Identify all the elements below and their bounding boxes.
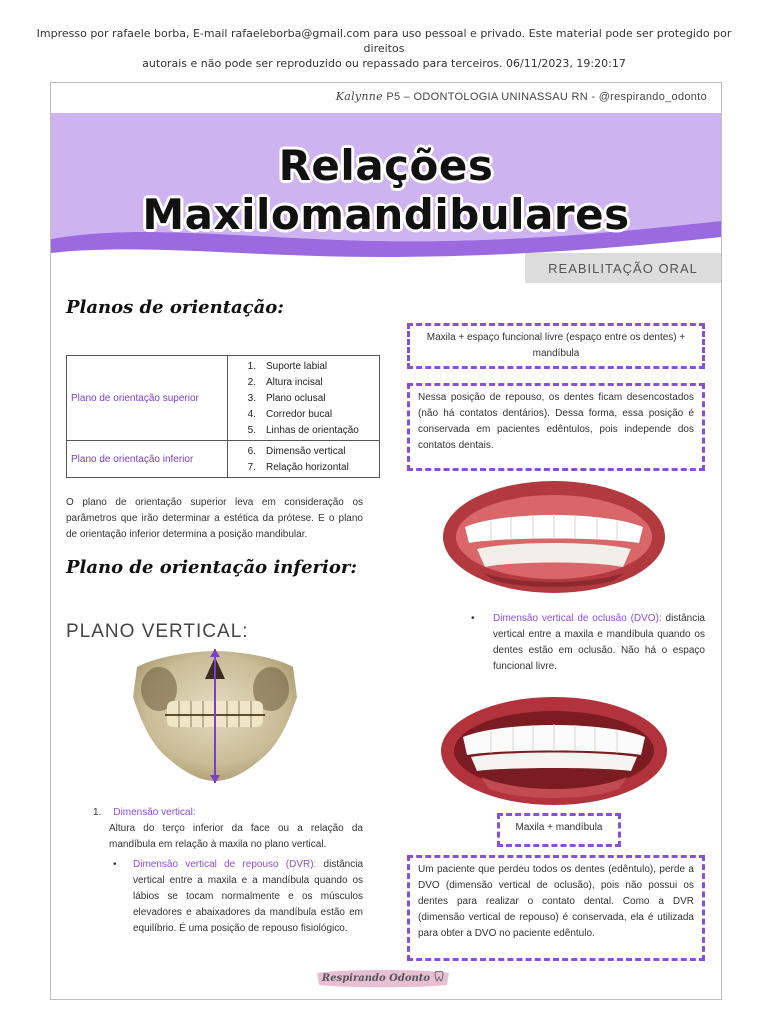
- page-title: Relações Maxilomandibulares: [142, 141, 630, 239]
- dv-definition: Altura do terço inferior da face ou a relação da mandíbula em relação à maxila no plano vertical.: [109, 823, 363, 850]
- bullet-dot: •: [113, 859, 117, 870]
- heading-plano-vertical: PLANO VERTICAL:: [66, 621, 249, 642]
- dvr-item: [113, 857, 363, 937]
- list-item: 7. Relação horizontal: [247, 461, 349, 473]
- list-item: 4. Corredor bucal: [247, 408, 333, 420]
- footer-brand: [313, 967, 453, 989]
- dvo-text: distância vertical entre a maxila e mandíbula quando os dentes estão em oclusão. Não há o espaço funcional livre.: [493, 613, 705, 672]
- header-author: Kalynne: [335, 90, 383, 103]
- dvr-text: distância vertical entre a maxila e a mandíbula quando os lábios se tocam normalmente e os músculos elevadores e abaixadores da mandíbula estão em equilíbrio. É uma posição de repouso fisiológico.: [133, 859, 363, 934]
- note-box-edentulous: Um paciente que perdeu todos os dentes (edêntulo), perde a DVO (dimensão vertical de oclusão), pois não possui os dentes para realizar o contato dental. Como a DVR (dimensão vertical de repouso) é conservada, ela é utilizada para obter a DVO no paciente edêntulo.: [407, 855, 705, 961]
- watermark-line-1: Impresso por rafaele borba, E-mail rafaeleborba@gmail.com para uso pessoal e privado. Este material pode ser protegido por direitos: [36, 27, 732, 55]
- list-item: 5. Linhas de orientação: [247, 424, 359, 436]
- row-list-inferior: [228, 441, 380, 478]
- note-box-rest-position: Maxila + espaço funcional livre (espaço entre os dentes) + mandíbula: [407, 323, 705, 369]
- note-box-rest-explanation: Nessa posição de repouso, os dentes ficam desencostados (não há contatos dentários). Dessa forma, essa posição é conservada em pacientes edêntulos, pois independe dos contatos dentais.: [407, 383, 705, 471]
- skull-illustration: [129, 649, 301, 784]
- smile-photo-1: [443, 481, 665, 593]
- brand-name: Respirando Odonto: [321, 972, 431, 984]
- bullet-dot: •: [471, 613, 475, 624]
- heading-planos-orientacao: Planos de orientação:: [66, 297, 284, 318]
- list-item: 1. Suporte labial: [247, 360, 328, 372]
- header-text: P5 – ODONTOLOGIA UNINASSAU RN - @respirando_odonto: [383, 91, 707, 103]
- orientation-table: [66, 355, 380, 478]
- print-watermark: [20, 26, 748, 71]
- table-row: [67, 356, 380, 441]
- tooth-icon: [434, 971, 444, 985]
- subject-tag: REABILITAÇÃO ORAL: [525, 253, 721, 283]
- watermark-line-2: autorais e não pode ser reproduzido ou repassado para terceiros. 06/11/2023, 19:20:17: [142, 57, 626, 70]
- list-item: 2. Altura incisal: [247, 376, 323, 388]
- smile-photo-2: [441, 697, 667, 805]
- heading-plano-inferior: Plano de orientação inferior:: [66, 557, 358, 578]
- page-header: [336, 90, 707, 103]
- row-list-superior: [228, 356, 380, 441]
- document-page: [50, 82, 722, 1000]
- note-box-occlusion: Maxila + mandíbula: [497, 813, 621, 847]
- dv-number: 1.: [93, 807, 102, 818]
- row-label-superior: Plano de orientação superior: [67, 356, 228, 441]
- list-item: 6. Dimensão vertical: [247, 445, 346, 457]
- table-row: [67, 441, 380, 478]
- row-label-inferior: Plano de orientação inferior: [67, 441, 228, 478]
- dvo-term: Dimensão vertical de oclusão (DVO):: [493, 613, 662, 624]
- dvo-item: [471, 611, 705, 675]
- list-item: 3. Plano oclusal: [247, 392, 326, 404]
- dv-term: Dimensão vertical:: [113, 807, 196, 818]
- intro-paragraph: O plano de orientação superior leva em consideração os parâmetros que irão determinar a estética da prótese. E o plano de orientação inferior determina a posição mandibular.: [66, 497, 363, 540]
- dvr-term: Dimensão vertical de repouso (DVR):: [133, 859, 317, 870]
- dv-item: [93, 805, 363, 821]
